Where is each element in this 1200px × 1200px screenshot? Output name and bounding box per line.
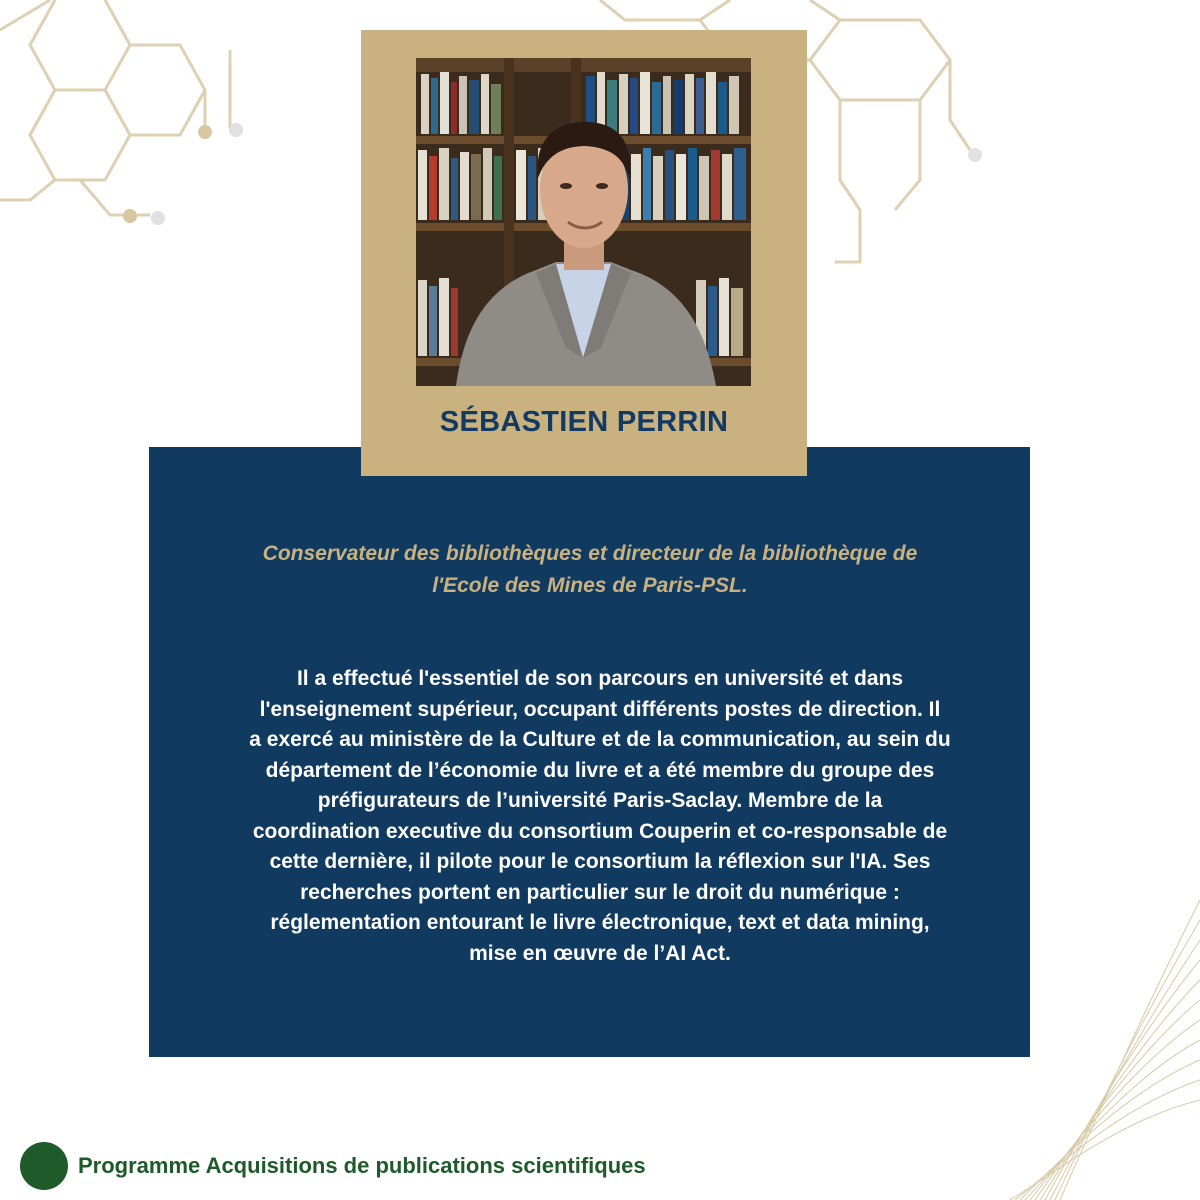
green-circle-icon bbox=[20, 1142, 68, 1190]
person-name: SÉBASTIEN PERRIN bbox=[439, 406, 729, 438]
program-label: Programme Acquisitions de publications scientifiques bbox=[78, 1153, 646, 1178]
person-role: Conservateur des bibliothèques et directeur de la bibliothèque de l'Ecole des Mines de Paris-PSL. bbox=[262, 542, 918, 597]
portrait-photo bbox=[416, 58, 751, 386]
person-biography: Il a effectué l'essentiel de son parcours en université et dans l'enseignement supérieur, occupant différents postes de direction. Il a exercé au ministère de la Culture et de la communication, au sein du département de l’économie du livre et a été membre du groupe des préfigurateurs de l’université Paris-Saclay. Membre de la coordination executive du consortium Couperin et co-responsable de cette dernière, il pilote pour le consortium la réflexion sur l'IA. Ses recherches portent en particulier sur le droit du numérique : réglementation entourant le livre électronique, text et data mining, mise en œuvre de l’AI Act. bbox=[249, 667, 951, 965]
portrait-card bbox=[361, 30, 807, 476]
